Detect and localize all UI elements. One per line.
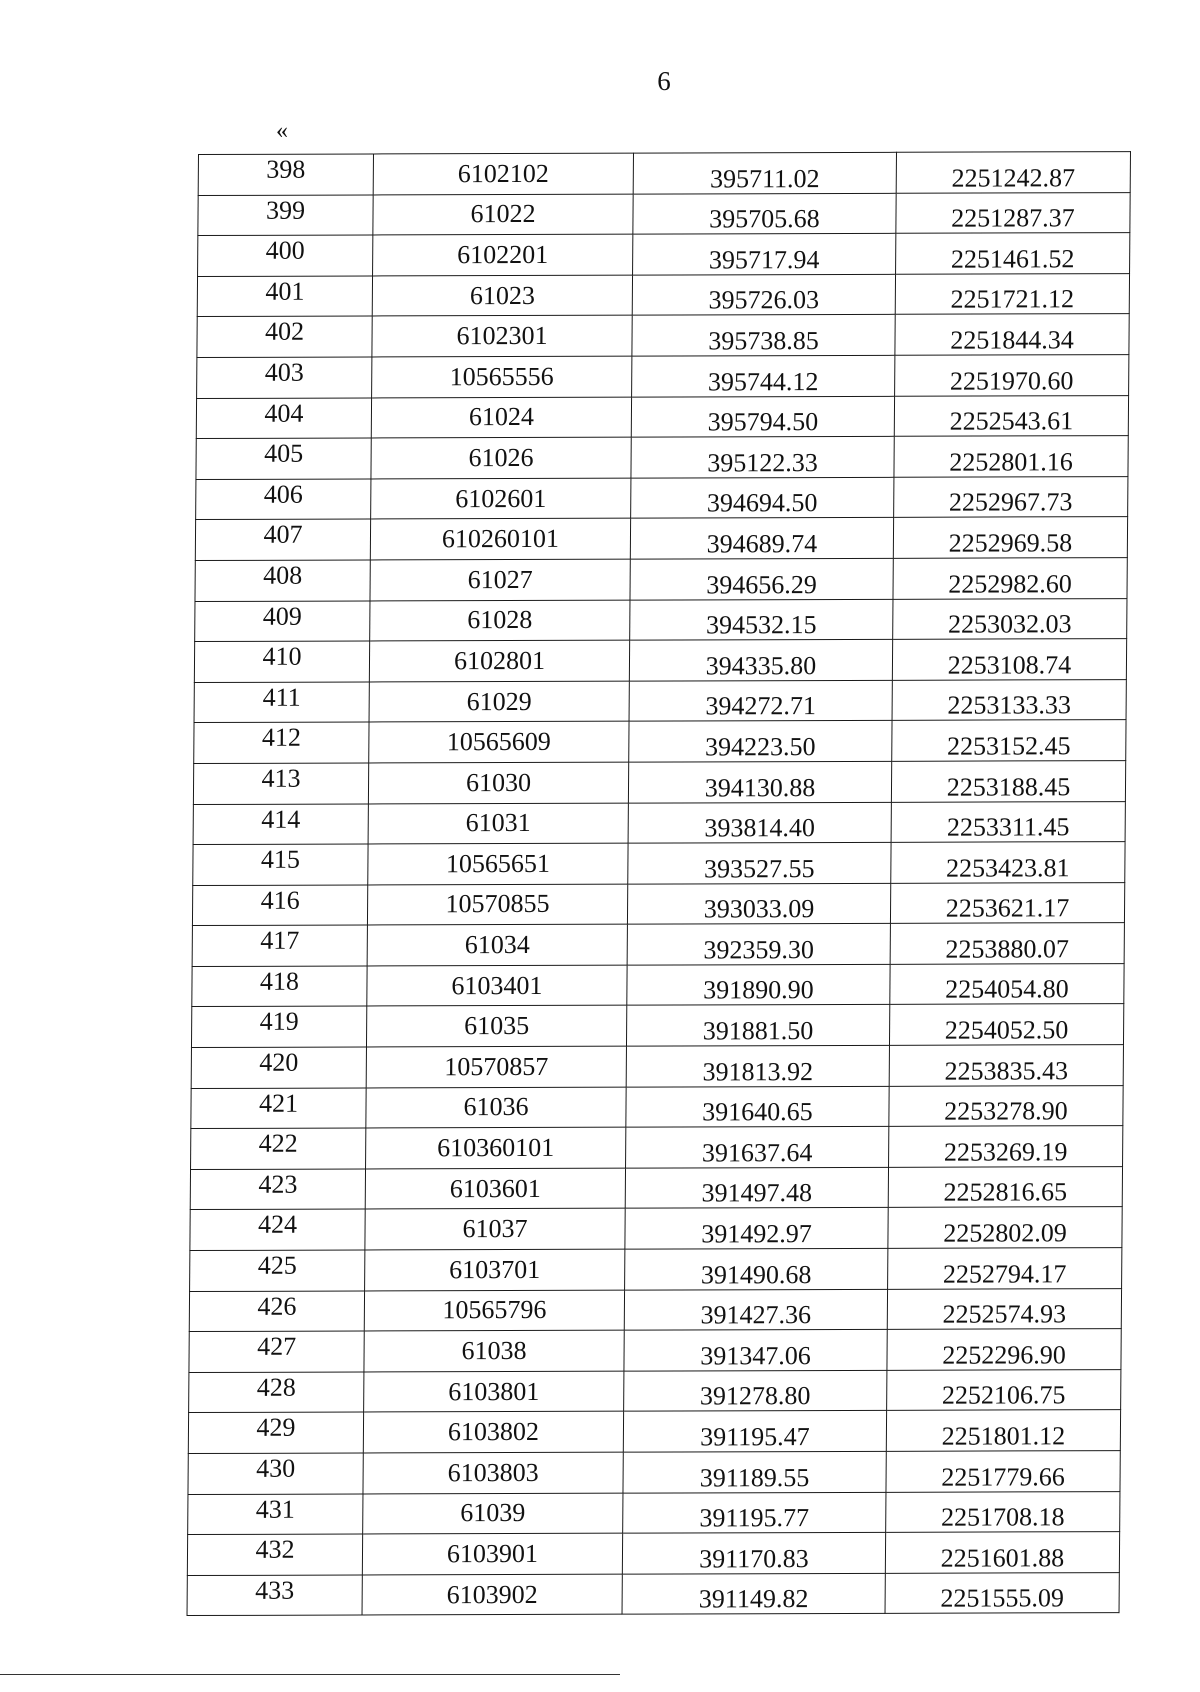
- point-code-cell: 6103802: [363, 1412, 623, 1453]
- point-code-cell: 61026: [371, 437, 631, 478]
- coordinate-y-cell: 2252967.73: [894, 476, 1128, 517]
- coordinate-x-cell: 394335.80: [629, 639, 892, 680]
- point-index-cell: 423: [190, 1169, 365, 1210]
- coordinate-y-cell: 2251555.09: [885, 1572, 1119, 1613]
- coordinates-table-body: [187, 152, 1130, 1616]
- coordinate-x-cell: 391170.83: [622, 1533, 885, 1574]
- table-row: [194, 720, 1126, 764]
- point-index-cell: 429: [188, 1412, 363, 1453]
- table-row: [191, 1085, 1123, 1129]
- coordinate-x-cell: 394272.71: [629, 680, 892, 721]
- point-code-cell: 6102601: [371, 478, 631, 519]
- coordinate-y-cell: 2253152.45: [892, 720, 1126, 761]
- coordinate-x-cell: 391492.97: [625, 1208, 888, 1249]
- point-index-cell: 426: [189, 1291, 364, 1332]
- coordinate-x-cell: 391427.36: [624, 1289, 887, 1330]
- point-code-cell: 6102201: [373, 234, 633, 275]
- coordinate-x-cell: 394656.29: [630, 558, 893, 599]
- coordinate-y-cell: 2252106.75: [887, 1369, 1121, 1410]
- point-code-cell: 6102301: [372, 316, 632, 357]
- coordinate-x-cell: 395794.50: [631, 396, 894, 437]
- point-code-cell: 6103902: [362, 1574, 622, 1615]
- table-row: [195, 558, 1127, 602]
- coordinate-y-cell: 2252794.17: [888, 1248, 1122, 1289]
- opening-quote-mark: «: [276, 118, 288, 144]
- coordinate-x-cell: 394689.74: [630, 518, 893, 559]
- point-code-cell: 10570857: [366, 1046, 626, 1087]
- point-code-cell: 6103701: [365, 1249, 625, 1290]
- point-code-cell: 61027: [370, 559, 630, 600]
- coordinate-x-cell: 391189.55: [623, 1451, 886, 1492]
- point-index-cell: 407: [195, 519, 370, 560]
- coordinate-x-cell: 391637.64: [626, 1127, 889, 1168]
- coordinate-y-cell: 2251779.66: [886, 1451, 1120, 1492]
- coordinate-x-cell: 393814.40: [628, 802, 891, 843]
- coordinate-y-cell: 2253133.33: [892, 679, 1126, 720]
- table-row: [188, 1491, 1120, 1535]
- coordinate-x-cell: 391890.90: [627, 964, 890, 1005]
- point-index-cell: 424: [190, 1209, 365, 1250]
- point-index-cell: 416: [192, 885, 367, 926]
- page-number: 6: [657, 66, 671, 96]
- coordinate-x-cell: 391195.77: [623, 1492, 886, 1533]
- point-index-cell: 404: [196, 398, 371, 439]
- point-code-cell: 6103801: [364, 1371, 624, 1412]
- point-code-cell: 6103803: [363, 1452, 623, 1493]
- point-index-cell: 409: [195, 600, 370, 641]
- point-code-cell: 61023: [372, 275, 632, 316]
- coordinates-table-wrapper: [187, 151, 1130, 1616]
- table-row: [187, 1532, 1119, 1576]
- coordinate-y-cell: 2253278.90: [889, 1085, 1123, 1126]
- coordinate-y-cell: 2251242.87: [896, 152, 1130, 193]
- coordinate-x-cell: 394223.50: [629, 721, 892, 762]
- table-row: [197, 355, 1129, 399]
- table-row: [187, 1572, 1119, 1616]
- bottom-rule: [0, 1674, 620, 1675]
- coordinate-y-cell: 2252982.60: [893, 558, 1127, 599]
- table-row: [194, 679, 1126, 723]
- point-code-cell: 61037: [365, 1209, 625, 1250]
- coordinate-y-cell: 2253188.45: [891, 760, 1125, 801]
- coordinate-x-cell: 395717.94: [633, 233, 896, 274]
- coordinate-y-cell: 2253311.45: [891, 801, 1125, 842]
- point-index-cell: 425: [190, 1250, 365, 1291]
- coordinate-y-cell: 2254054.80: [890, 963, 1124, 1004]
- point-code-cell: 610360101: [366, 1127, 626, 1168]
- point-index-cell: 414: [193, 803, 368, 844]
- point-index-cell: 422: [191, 1128, 366, 1169]
- coordinate-y-cell: 2253423.81: [891, 842, 1125, 883]
- table-row: [195, 517, 1127, 561]
- point-index-cell: 415: [193, 844, 368, 885]
- point-index-cell: 405: [196, 438, 371, 479]
- point-index-cell: 399: [198, 195, 373, 236]
- point-code-cell: 10565609: [369, 721, 629, 762]
- point-code-cell: 6102102: [373, 153, 633, 194]
- table-row: [188, 1451, 1120, 1495]
- point-code-cell: 10565651: [368, 843, 628, 884]
- point-index-cell: 403: [197, 357, 372, 398]
- table-row: [194, 639, 1126, 683]
- point-code-cell: 61036: [366, 1087, 626, 1128]
- coordinate-x-cell: 391149.82: [622, 1573, 885, 1614]
- point-code-cell: 61034: [367, 924, 627, 965]
- table-row: [192, 882, 1124, 926]
- coordinate-y-cell: 2253880.07: [890, 923, 1124, 964]
- table-row: [190, 1248, 1122, 1292]
- table-row: [197, 314, 1129, 358]
- point-index-cell: 400: [198, 235, 373, 276]
- coordinate-y-cell: 2251721.12: [895, 273, 1129, 314]
- coordinate-x-cell: 395738.85: [632, 315, 895, 356]
- coordinate-y-cell: 2252574.93: [887, 1288, 1121, 1329]
- coordinate-y-cell: 2253621.17: [890, 882, 1124, 923]
- coordinate-x-cell: 394130.88: [628, 761, 891, 802]
- point-code-cell: 61029: [369, 681, 629, 722]
- point-code-cell: 61038: [364, 1330, 624, 1371]
- coordinate-x-cell: 391347.06: [624, 1330, 887, 1371]
- point-code-cell: 61035: [366, 1006, 626, 1047]
- point-code-cell: 10570855: [367, 884, 627, 925]
- coordinate-y-cell: 2253108.74: [892, 639, 1126, 680]
- coordinate-y-cell: 2252801.16: [894, 436, 1128, 477]
- coordinate-y-cell: 2252802.09: [888, 1207, 1122, 1248]
- point-index-cell: 432: [187, 1534, 362, 1575]
- point-code-cell: 61022: [373, 194, 633, 235]
- table-row: [189, 1329, 1121, 1373]
- coordinate-x-cell: 395122.33: [631, 436, 894, 477]
- point-index-cell: 402: [197, 316, 372, 357]
- table-row: [198, 152, 1130, 196]
- coordinate-x-cell: 395705.68: [633, 193, 896, 234]
- table-row: [189, 1369, 1121, 1413]
- point-index-cell: 419: [191, 1006, 366, 1047]
- coordinate-x-cell: 391640.65: [626, 1086, 889, 1127]
- coordinate-y-cell: 2253032.03: [893, 598, 1127, 639]
- point-index-cell: 428: [189, 1372, 364, 1413]
- point-index-cell: 413: [193, 763, 368, 804]
- table-row: [190, 1166, 1122, 1210]
- table-row: [192, 923, 1124, 967]
- point-index-cell: 412: [194, 722, 369, 763]
- point-index-cell: 427: [189, 1331, 364, 1372]
- coordinate-y-cell: 2251601.88: [885, 1532, 1119, 1573]
- coordinate-y-cell: 2253269.19: [889, 1126, 1123, 1167]
- point-code-cell: 10565796: [364, 1290, 624, 1331]
- coordinate-x-cell: 391881.50: [626, 1005, 889, 1046]
- point-code-cell: 6103601: [365, 1168, 625, 1209]
- coordinate-x-cell: 394694.50: [631, 477, 894, 518]
- coordinate-x-cell: 392359.30: [627, 924, 890, 965]
- coordinate-y-cell: 2251801.12: [886, 1410, 1120, 1451]
- coordinate-y-cell: 2254052.50: [889, 1004, 1123, 1045]
- point-index-cell: 433: [187, 1575, 362, 1616]
- coordinate-y-cell: 2252543.61: [894, 395, 1128, 436]
- point-index-cell: 430: [188, 1453, 363, 1494]
- point-code-cell: 6102801: [369, 640, 629, 681]
- table-row: [197, 273, 1129, 317]
- coordinates-table: [187, 151, 1131, 1616]
- table-row: [191, 1045, 1123, 1089]
- point-code-cell: 6103401: [367, 965, 627, 1006]
- point-index-cell: 406: [196, 479, 371, 520]
- point-code-cell: 10565556: [372, 356, 632, 397]
- table-row: [191, 1126, 1123, 1170]
- coordinate-y-cell: 2252816.65: [888, 1166, 1122, 1207]
- coordinate-x-cell: 391490.68: [625, 1248, 888, 1289]
- coordinate-x-cell: 395744.12: [632, 355, 895, 396]
- coordinate-y-cell: 2251708.18: [886, 1491, 1120, 1532]
- point-code-cell: 61028: [370, 600, 630, 641]
- table-row: [190, 1207, 1122, 1251]
- point-index-cell: 421: [191, 1088, 366, 1129]
- point-index-cell: 408: [195, 560, 370, 601]
- table-row: [193, 842, 1125, 886]
- coordinate-y-cell: 2252296.90: [887, 1329, 1121, 1370]
- point-code-cell: 61031: [368, 803, 628, 844]
- point-code-cell: 61039: [363, 1493, 623, 1534]
- table-row: [198, 233, 1130, 277]
- table-row: [198, 192, 1130, 236]
- coordinate-y-cell: 2251970.60: [895, 355, 1129, 396]
- table-row: [189, 1288, 1121, 1332]
- point-code-cell: 610260101: [370, 518, 630, 559]
- point-index-cell: 418: [192, 966, 367, 1007]
- coordinate-x-cell: 394532.15: [630, 599, 893, 640]
- point-index-cell: 398: [198, 154, 373, 195]
- coordinate-x-cell: 395726.03: [632, 274, 895, 315]
- point-index-cell: 420: [191, 1047, 366, 1088]
- table-row: [192, 963, 1124, 1007]
- coordinate-x-cell: 393527.55: [628, 842, 891, 883]
- point-index-cell: 401: [197, 276, 372, 317]
- table-row: [195, 598, 1127, 642]
- point-index-cell: 417: [192, 925, 367, 966]
- coordinate-x-cell: 391278.80: [624, 1370, 887, 1411]
- table-row: [191, 1004, 1123, 1048]
- point-index-cell: 410: [194, 641, 369, 682]
- table-row: [193, 801, 1125, 845]
- table-row: [196, 436, 1128, 480]
- coordinate-y-cell: 2251844.34: [895, 314, 1129, 355]
- point-code-cell: 61024: [371, 397, 631, 438]
- coordinate-y-cell: 2251461.52: [896, 233, 1130, 274]
- coordinate-x-cell: 395711.02: [633, 152, 896, 193]
- point-code-cell: 6103901: [362, 1533, 622, 1574]
- table-row: [193, 760, 1125, 804]
- coordinate-y-cell: 2252969.58: [893, 517, 1127, 558]
- table-row: [196, 476, 1128, 520]
- coordinate-y-cell: 2251287.37: [896, 192, 1130, 233]
- coordinate-x-cell: 391195.47: [623, 1411, 886, 1452]
- coordinate-x-cell: 393033.09: [627, 883, 890, 924]
- coordinate-y-cell: 2253835.43: [889, 1045, 1123, 1086]
- table-row: [196, 395, 1128, 439]
- point-index-cell: 411: [194, 682, 369, 723]
- coordinate-x-cell: 391813.92: [626, 1045, 889, 1086]
- coordinate-x-cell: 391497.48: [625, 1167, 888, 1208]
- point-code-cell: 61030: [368, 762, 628, 803]
- point-index-cell: 431: [188, 1494, 363, 1535]
- table-row: [188, 1410, 1120, 1454]
